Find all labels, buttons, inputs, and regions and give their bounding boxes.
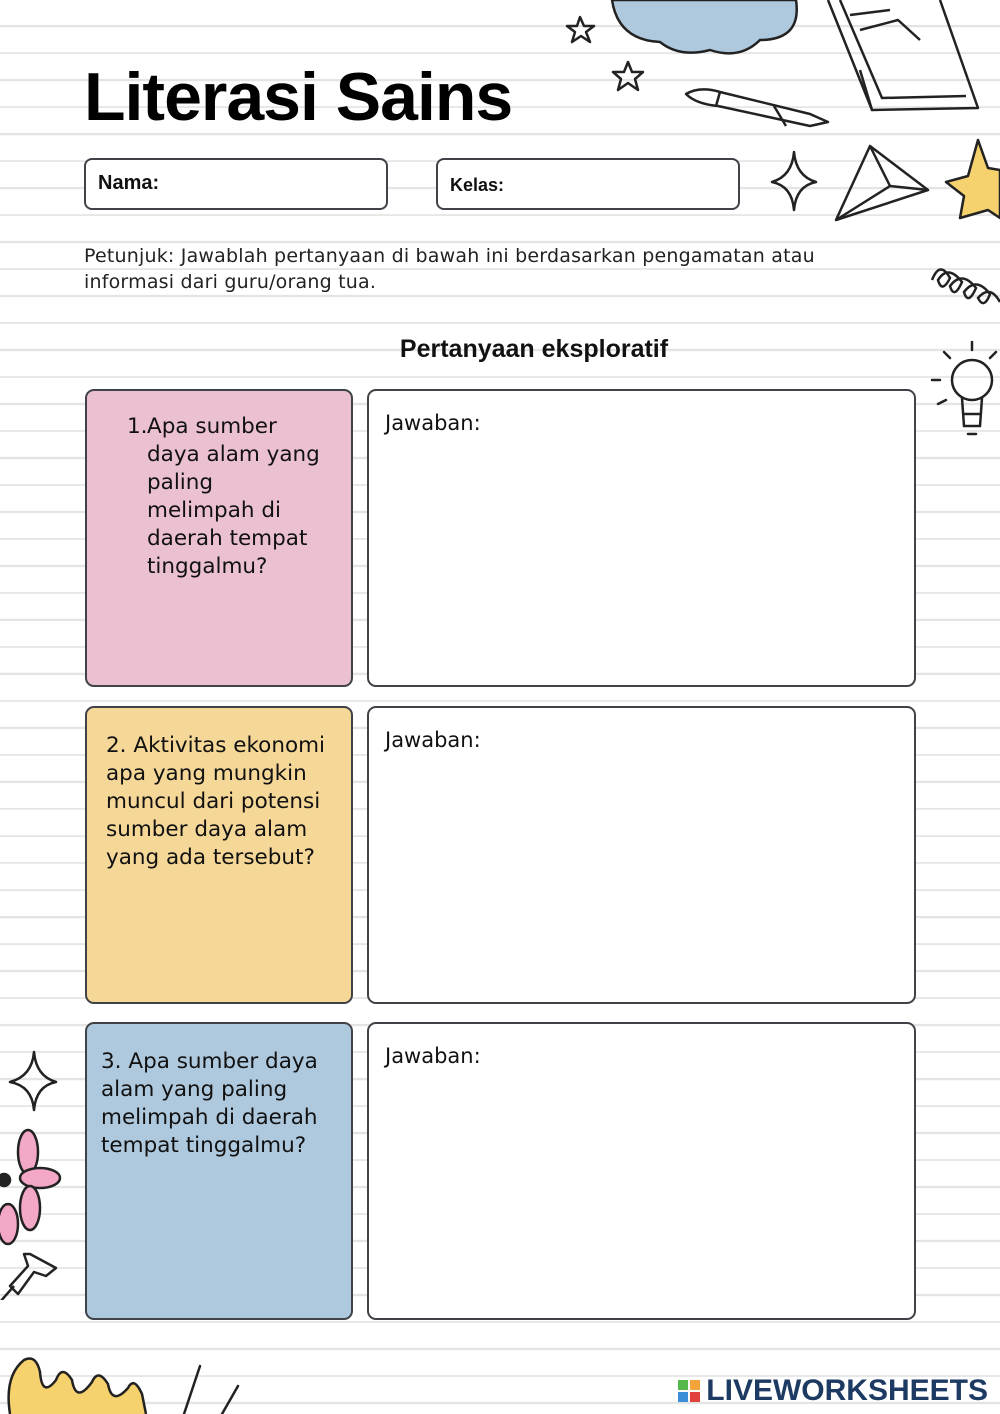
question-number: 3.	[101, 1049, 122, 1074]
answer-label: Jawaban:	[385, 411, 481, 435]
top-decorations	[560, 0, 1000, 230]
name-label: Nama:	[98, 172, 160, 194]
paper-plane-icon	[836, 146, 928, 220]
pushpin-icon	[0, 1254, 56, 1300]
answer-label: Jawaban:	[385, 1044, 481, 1068]
question-text: Apa sumber daya alam yang paling melimpah di daerah tempat tinggalmu?	[101, 1049, 318, 1158]
brand-name: LIVEWORKSHEETS	[706, 1374, 988, 1407]
star-icon	[567, 17, 594, 42]
question-number: 1.	[127, 414, 148, 439]
liveworksheets-logo-icon	[678, 1380, 700, 1402]
name-field[interactable]	[84, 158, 388, 210]
star-icon	[613, 62, 643, 90]
sparkle-icon	[772, 152, 816, 210]
answer-label: Jawaban:	[385, 728, 481, 752]
question-text: Apa sumber daya alam yang paling melimpah di daerah tempat tinggalmu?	[147, 414, 320, 579]
spiral-icon	[932, 269, 1000, 303]
question-card-2	[85, 706, 353, 1004]
sparkle-icon	[10, 1052, 56, 1110]
answer-input-1[interactable]	[385, 441, 902, 645]
answer-box-1[interactable]	[367, 389, 916, 687]
book-icon	[828, 0, 978, 110]
pencil-lines-icon	[184, 1366, 238, 1414]
answer-box-3[interactable]	[367, 1022, 916, 1320]
instructions-text: Petunjuk: Jawablah pertanyaan di bawah ini berdasarkan pengamatan atau informasi dari guru/orang tua.	[84, 245, 815, 293]
question-text: Aktivitas ekonomi apa yang mungkin muncul dari potensi sumber daya alam yang ada tersebut?	[106, 733, 326, 870]
pen-icon	[686, 89, 828, 126]
spiral-icon	[9, 1359, 146, 1414]
answer-input-3[interactable]	[385, 1074, 902, 1278]
brand-footer	[678, 1374, 988, 1408]
left-decorations	[0, 1040, 80, 1300]
worksheet-title: Literasi Sains	[84, 59, 513, 135]
star-icon	[946, 140, 1000, 218]
name-input[interactable]	[165, 172, 349, 195]
answer-box-2[interactable]	[367, 706, 916, 1004]
section-title: Pertanyaan eksploratif	[399, 335, 669, 363]
right-decorations	[920, 250, 1000, 450]
class-label: Kelas:	[450, 175, 505, 195]
flower-icon	[0, 1130, 60, 1244]
question-number: 2.	[106, 733, 127, 758]
question-card-3	[85, 1022, 353, 1320]
question-card-1	[85, 389, 353, 687]
cloud-icon	[612, 0, 797, 53]
lightbulb-icon	[932, 342, 996, 434]
answer-input-2[interactable]	[385, 758, 902, 962]
bottom-decorations	[0, 1346, 250, 1414]
